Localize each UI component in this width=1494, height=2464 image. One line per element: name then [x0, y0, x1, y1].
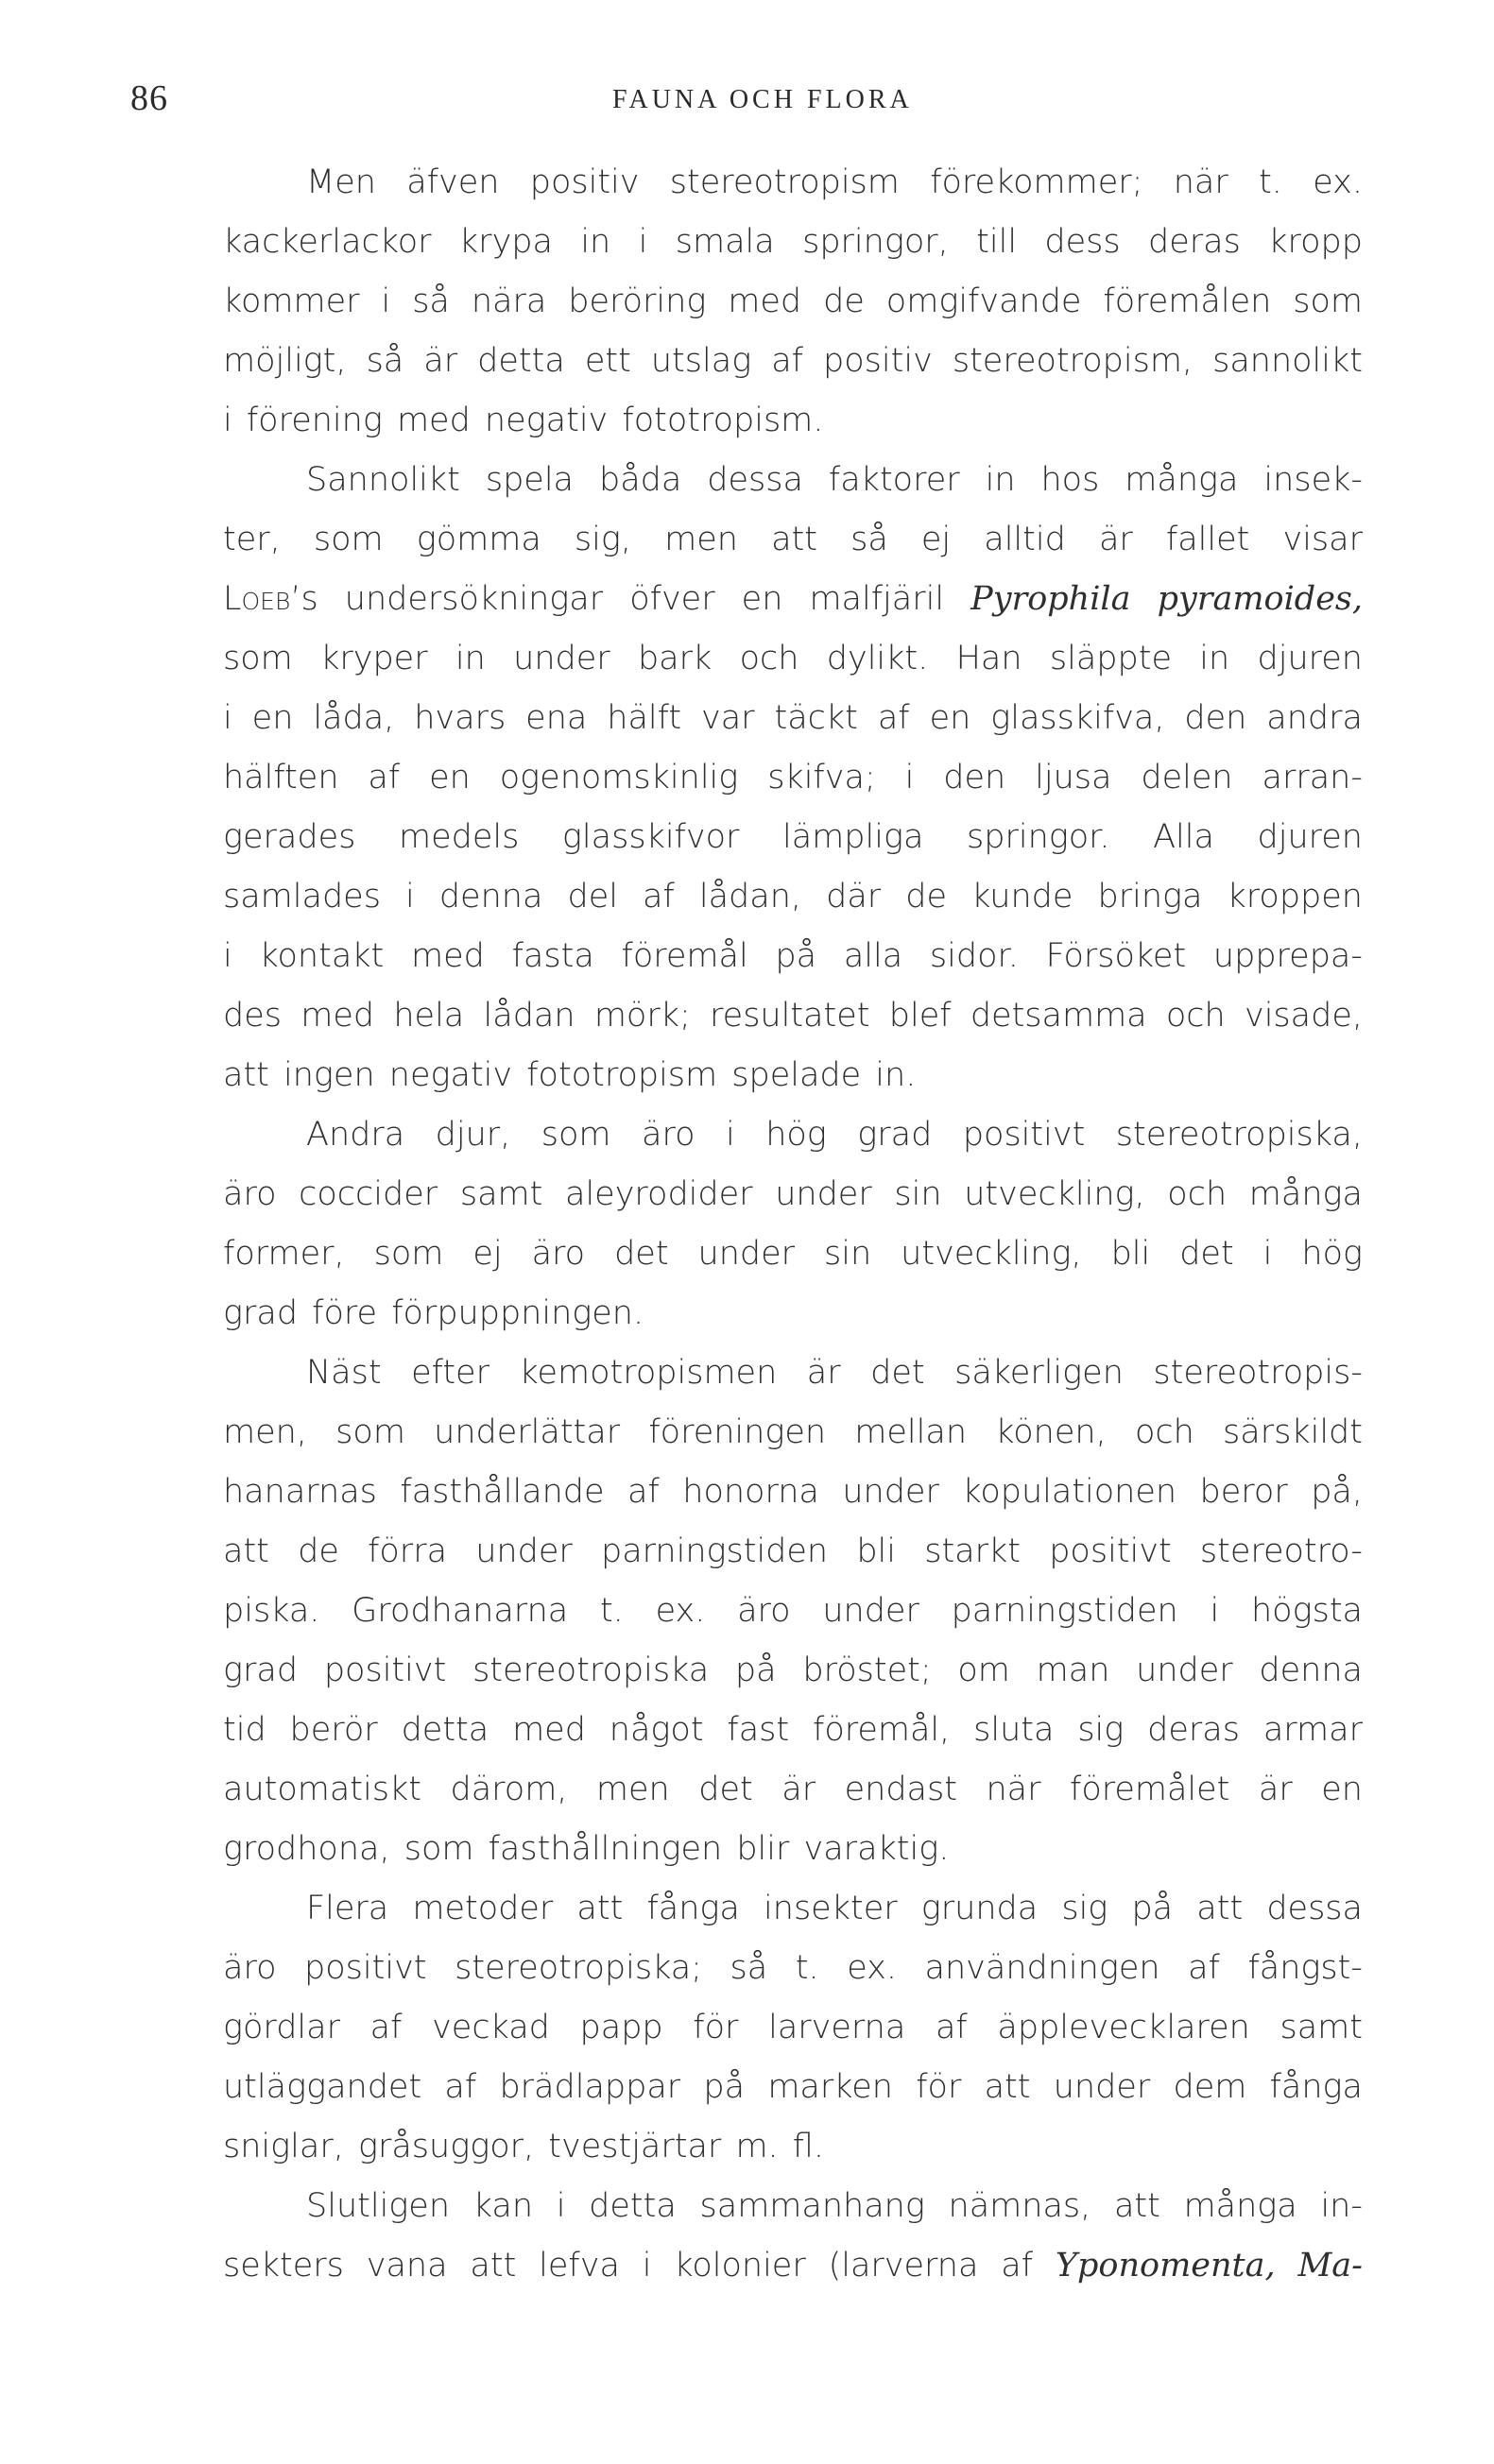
- author-name: Loeb: [223, 580, 291, 618]
- text-line: tid berör detta med något fast föremål, sluta sig deras armar: [223, 1711, 1363, 1749]
- text-line: Andra djur, som äro i hög grad positivt stereotropiska,: [306, 1116, 1363, 1154]
- text-line-with-citation: [138, 570, 1363, 629]
- paragraph-4: [138, 1343, 1363, 1879]
- journal-title: FAUNA OCH FLORA: [612, 85, 913, 114]
- text-line: men, som underlättar föreningen mellan könen, och särskildt: [223, 1413, 1363, 1451]
- text-line: i kontakt med fasta föremål på alla sidor. Försöket upprepa-: [223, 937, 1363, 975]
- text-line: kommer i så nära beröring med de omgifvande föremålen som: [223, 282, 1363, 320]
- text-line: grad positivt stereotropiska på bröstet; om man under denna: [223, 1651, 1363, 1689]
- text-line: grad före förpuppningen.: [223, 1294, 644, 1332]
- text-line: i förening med negativ fototropism.: [223, 402, 824, 439]
- text-line: Flera metoder att fånga insekter grunda sig på att dessa: [306, 1890, 1363, 1927]
- text-line: gerades medels glasskifvor lämpliga springor. Alla djuren: [223, 818, 1363, 856]
- paragraph-5: [138, 1879, 1363, 2177]
- body-text: [138, 153, 1363, 2296]
- text-line: hanarnas fasthållande af honorna under kopulationen beror på,: [223, 1473, 1363, 1511]
- text-line: äro coccider samt aleyrodider under sin utveckling, och många: [223, 1175, 1363, 1213]
- text-line: automatiskt därom, men det är endast när föremålet är en: [223, 1771, 1363, 1808]
- text-line: möjligt, så är detta ett utslag af positiv stereotropism, sannolikt: [223, 342, 1363, 380]
- page-number: 86: [130, 78, 168, 118]
- text-line: att de förra under parningstiden bli starkt positivt stereotro-: [223, 1532, 1363, 1570]
- species-name: Yponomenta, Ma-: [1055, 2247, 1363, 2284]
- text-line: ter, som gömma sig, men att så ej alltid är fallet visar: [223, 521, 1363, 558]
- species-name: Pyrophila pyramoides,: [970, 580, 1363, 618]
- paragraph-3: [138, 1105, 1363, 1343]
- text-line: äro positivt stereotropiska; så t. ex. användningen af fångst-: [223, 1949, 1363, 1987]
- line-text: sekters vana att lefva i kolonier (larverna af: [223, 2247, 1056, 2284]
- text-line: samlades i denna del af lådan, där de kunde bringa kroppen: [223, 878, 1363, 915]
- paragraph-2: [138, 451, 1363, 1105]
- text-line: Näst efter kemotropismen är det säkerligen stereotropis-: [306, 1354, 1363, 1392]
- text-line: sniglar, gråsuggor, tvestjärtar m. fl.: [223, 2128, 824, 2165]
- text-line: piska. Grodhanarna t. ex. äro under parningstiden i högsta: [223, 1592, 1363, 1630]
- text-line: des med hela lådan mörk; resultatet blef detsamma och visade,: [223, 997, 1363, 1035]
- text-line: kackerlackor krypa in i smala springor, till dess deras kropp: [223, 223, 1363, 261]
- text-line: Sannolikt spela båda dessa faktorer in hos många insek-: [306, 461, 1363, 499]
- text-line: gördlar af veckad papp för larverna af äpplevecklaren samt: [223, 2009, 1363, 2046]
- citation-text: ’s undersökningar öfver en malfjäril: [290, 580, 971, 618]
- text-line: som kryper in under bark och dylikt. Han släppte in djuren: [223, 640, 1363, 677]
- paragraph-1: [138, 153, 1363, 451]
- text-line: Men äfven positiv stereotropism förekommer; när t. ex.: [306, 163, 1363, 201]
- text-line: hälften af en ogenomskinlig skifva; i den ljusa delen arran-: [223, 759, 1363, 796]
- text-line: att ingen negativ fototropism spelade in.: [223, 1056, 917, 1094]
- text-line: utläggandet af brädlappar på marken för att under dem fånga: [223, 2068, 1363, 2106]
- text-line: former, som ej äro det under sin utveckling, bli det i hög: [223, 1235, 1363, 1273]
- text-line: grodhona, som fasthållningen blir varaktig.: [223, 1830, 950, 1868]
- text-line: Slutligen kan i detta sammanhang nämnas, att många in-: [306, 2187, 1363, 2225]
- paragraph-6: [138, 2177, 1363, 2296]
- text-line-with-species: [138, 2236, 1363, 2296]
- text-line: i en låda, hvars ena hälft var täckt af en glasskifva, den andra: [223, 699, 1363, 737]
- running-head: [130, 77, 1359, 125]
